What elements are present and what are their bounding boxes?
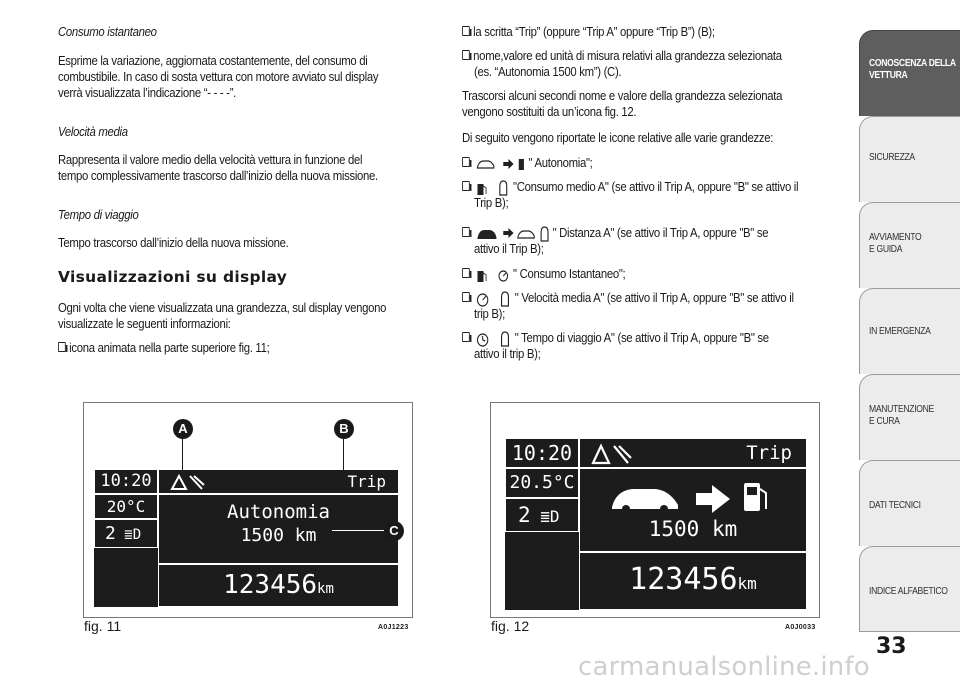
section-title-velocita: Velocità media — [58, 124, 128, 139]
quantity-value: 1500 km — [240, 525, 317, 546]
icon-list-item: " Autonomia"; — [462, 155, 846, 171]
tab-dati-tecnici[interactable] — [859, 460, 960, 546]
odometer: 123456km — [158, 564, 399, 607]
tab-label: MANUTENZIONE E CURA — [869, 403, 934, 427]
bullet-icon — [462, 181, 470, 191]
bullet-item: la scritta “Trip” (oppure “Trip A” oppure “Trip B”) (B); — [462, 24, 846, 40]
body-line: Ogni volta che viene visualizzata una grandezza, sul display vengono — [58, 300, 387, 315]
odometer: 123456km — [579, 552, 807, 610]
tab-indice[interactable] — [859, 546, 960, 632]
body-line: attivo il trip B); — [474, 346, 541, 361]
callout-line — [343, 439, 344, 471]
distanza-icon — [476, 226, 550, 242]
consumo-istantaneo-icon — [476, 267, 510, 283]
body-line: Trascorsi alcuni secondi nome e valore della grandezza selezionata — [462, 88, 783, 103]
bullet-icon — [462, 332, 470, 342]
temperature: 20°C — [94, 494, 158, 519]
callout-b: B — [334, 419, 354, 439]
tab-label: AVVIAMENTO E GUIDA — [869, 231, 922, 255]
icon-list-item: " Consumo Istantaneo"; — [462, 266, 846, 283]
icon-list-item: " Tempo di viaggio A" (se attivo il Trip A, oppure "B" se — [462, 330, 846, 347]
tab-sicurezza[interactable] — [859, 116, 960, 202]
tempo-viaggio-icon — [476, 331, 512, 347]
bullet-icon — [58, 342, 66, 352]
body-line: attivo il Trip B); — [474, 241, 544, 256]
callout-line — [182, 439, 183, 471]
info-area — [579, 468, 807, 552]
bullet-icon — [462, 50, 470, 60]
body-line: tempo complessivamente trascorso dall’inizio della nuova missione. — [58, 168, 378, 183]
figure-code: A0J0033 — [785, 624, 816, 631]
body-line: Trip B); — [474, 195, 509, 210]
tab-avviamento[interactable] — [859, 202, 960, 288]
bullet-icon — [462, 26, 470, 36]
consumo-medio-icon — [476, 180, 510, 196]
warning-animation-icon — [591, 443, 633, 465]
warning-animation-icon — [170, 473, 206, 491]
gear-indicator: 2 ≣D — [94, 519, 158, 548]
headlight-icon: ≣D — [530, 507, 560, 526]
figure-code: A0J1223 — [378, 624, 409, 631]
tab-label: INDICE ALFABETICO — [869, 585, 948, 597]
bullet-item: icona animata nella parte superiore fig. 11; — [58, 340, 442, 356]
tab-label: IN EMERGENZA — [869, 325, 931, 337]
figure-caption: fig. 12 — [491, 618, 530, 634]
autonomia-icon — [476, 157, 526, 171]
tab-conoscenza[interactable] — [859, 30, 960, 116]
tab-manutenzione[interactable] — [859, 374, 960, 460]
figure-caption: fig. 11 — [84, 618, 122, 634]
trip-label: Trip — [579, 438, 807, 468]
quantity-value: 1500 km — [648, 517, 738, 541]
clock: 10:20 — [94, 469, 158, 494]
tab-label: DATI TECNICI — [869, 499, 921, 511]
bullet-icon — [462, 292, 470, 302]
body-line: Rappresenta il valore medio della velocità vettura in funzione del — [58, 152, 363, 167]
bullet-item: nome,valore ed unità di misura relativi alla grandezza selezionata — [462, 48, 846, 64]
section-title-consumo: Consumo istantaneo — [58, 24, 157, 39]
page-number: 33 — [876, 634, 907, 659]
callout-line — [332, 530, 384, 531]
body-line: vengono sostituiti da un’icona fig. 12. — [462, 104, 637, 119]
body-line: Esprime la variazione, aggiornata costantemente, del consumo di — [58, 53, 368, 68]
gear-indicator: 2 ≣D — [505, 498, 579, 532]
bullet-icon — [462, 227, 470, 237]
body-line: visualizzate le seguenti informazioni: — [58, 316, 231, 331]
section-heading: Visualizzazioni su display — [58, 268, 288, 286]
quantity-name: Autonomia — [227, 501, 330, 523]
temperature: 20.5°C — [505, 468, 579, 498]
figure-11 — [83, 402, 413, 618]
body-line: Di seguito vengono riportate le icone relative alle varie grandezze: — [462, 130, 774, 145]
body-line: (es. “Autonomia 1500 km”) (C). — [474, 64, 622, 79]
body-line: trip B); — [474, 306, 506, 321]
figure-12 — [490, 402, 820, 618]
icon-list-item: " Distanza A" (se attivo il Trip A, oppure "B" se — [462, 225, 846, 242]
bullet-icon — [462, 157, 470, 167]
headlight-icon: ≣D — [115, 527, 142, 543]
callout-a: A — [173, 419, 193, 439]
trip-label: Trip — [158, 469, 399, 494]
body-line: verrà visualizzata l’indicazione “- - - -”. — [58, 85, 237, 100]
bullet-icon — [462, 268, 470, 278]
clock: 10:20 — [505, 438, 579, 468]
body-line: combustibile. In caso di sosta vettura con motore avviato sul display — [58, 69, 379, 84]
watermark: carmanualsonline.info — [578, 652, 870, 682]
tab-label: SICUREZZA — [869, 151, 915, 163]
tab-emergenza[interactable] — [859, 288, 960, 374]
info-area — [158, 494, 399, 564]
velocita-media-icon — [476, 291, 512, 307]
autonomia-icon — [608, 479, 778, 515]
icon-list-item: "Consumo medio A" (se attivo il Trip A, oppure "B" se attivo il — [462, 179, 846, 196]
section-title-tempo: Tempo di viaggio — [58, 207, 139, 222]
callout-c: C — [384, 521, 404, 541]
icon-list-item: " Velocità media A" (se attivo il Trip A, oppure "B" se attivo il — [462, 290, 846, 307]
body-line: Tempo trascorso dall’inizio della nuova missione. — [58, 235, 289, 250]
tab-label: CONOSCENZA DELLA VETTURA — [869, 57, 956, 81]
